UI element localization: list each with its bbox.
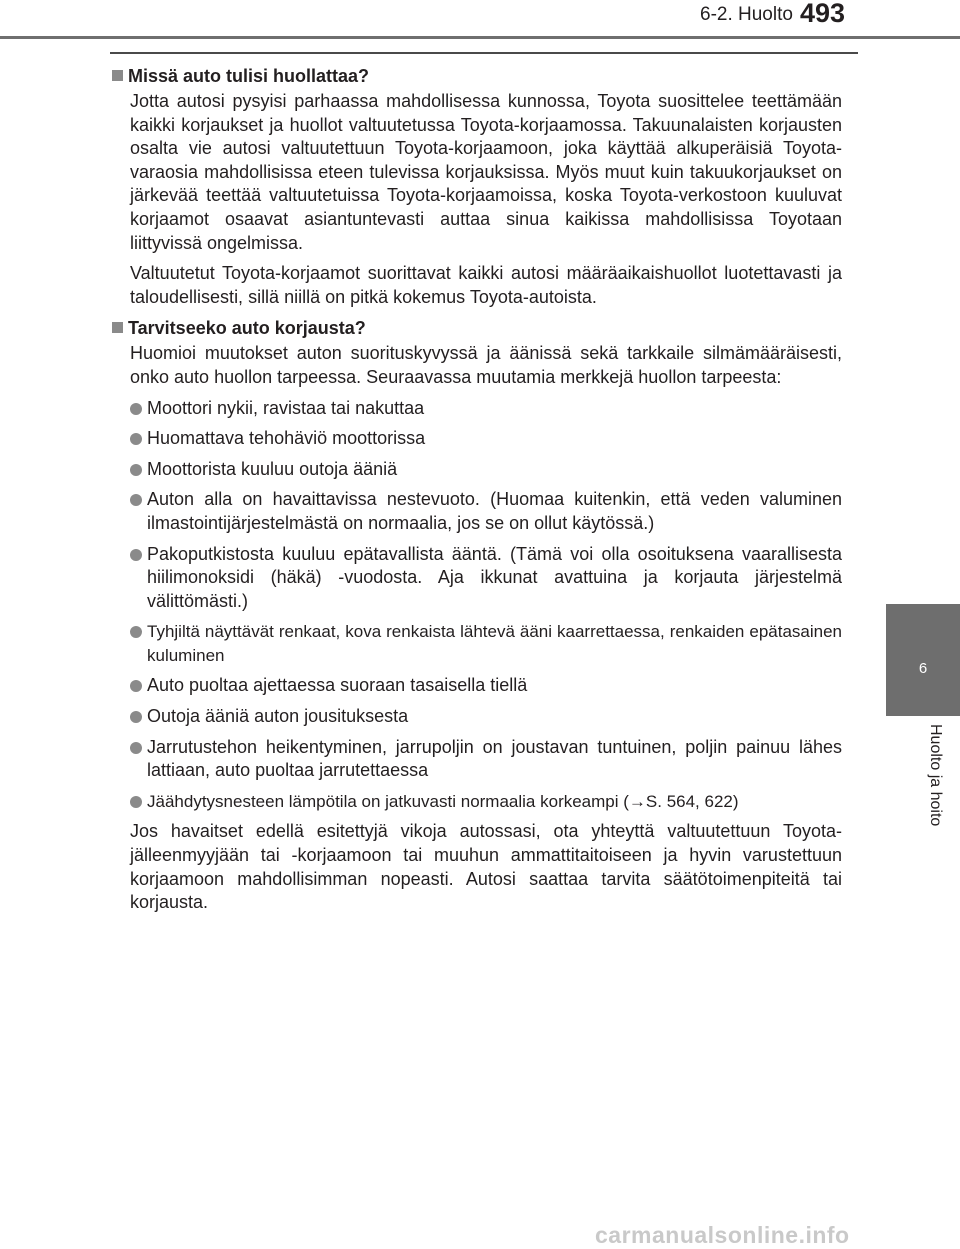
chapter-number: 6 bbox=[918, 660, 928, 677]
list-item bbox=[130, 790, 842, 814]
list-item bbox=[130, 488, 842, 535]
list-item-text: Pakoputkistosta kuuluu epätavallista ääntä. (Tämä voi olla osoituksena vaarallisesta hiilimonoksidi (häkä) -vuodosta. Aja ikkunat avattuina ja korjauta järjestelmä välittömästi.) bbox=[147, 543, 842, 611]
watermark: carmanualsonline.info bbox=[595, 1222, 850, 1248]
closing-paragraph: Jos havaitset edellä esitettyjä vikoja autossasi, ota yhteyttä valtuutettuun Toyota-jälleenmyyjään tai -korjaamoon tai muuhun ammattitaitoiseen ja hyvin varustettuun korjaamoon mahdollisimman nopeasti. Autosi saattaa tarvita säätötoimenpiteitä tai korjausta. bbox=[130, 821, 842, 913]
paragraph: Huomioi muutokset auton suorituskyvyssä ja äänissä sekä tarkkaile silmämääräisesti, onko auto huollon tarpeessa. Seuraavassa muutamia merkkejä huollon tarpeesta: bbox=[130, 343, 842, 387]
section-title: 6-2. Huolto bbox=[700, 4, 793, 25]
circle-bullet-icon bbox=[130, 549, 142, 561]
square-bullet-icon bbox=[112, 322, 123, 333]
list-item-text: Outoja ääniä auton jousituksesta bbox=[147, 706, 409, 727]
circle-bullet-icon bbox=[130, 403, 142, 415]
section-heading-text: Missä auto tulisi huollattaa? bbox=[128, 66, 370, 86]
circle-bullet-icon bbox=[130, 711, 142, 723]
list-item-text: Jarrutustehon heikentyminen, jarrupoljin on joustavan tuntuinen, poljin painuu lähes lattiaan, auto puoltaa jarrutettaessa bbox=[147, 736, 842, 781]
circle-bullet-icon bbox=[130, 626, 142, 638]
list-item-text: Huomattava tehohäviö moottorissa bbox=[147, 428, 426, 449]
chapter-label: Huolto ja hoito bbox=[927, 724, 944, 827]
circle-bullet-icon bbox=[130, 464, 142, 476]
section-heading-text: Tarvitseeko auto korjausta? bbox=[128, 318, 366, 339]
circle-bullet-icon bbox=[130, 742, 142, 754]
list-item bbox=[130, 736, 842, 783]
circle-bullet-icon bbox=[130, 494, 142, 506]
header-rule bbox=[0, 36, 960, 39]
circle-bullet-icon bbox=[130, 433, 142, 445]
list-item-text: Auto puoltaa ajettaessa suoraan tasaisella tiellä bbox=[147, 675, 528, 696]
page-number: 493 bbox=[800, 0, 846, 28]
circle-bullet-icon bbox=[130, 796, 142, 808]
paragraph: Jotta autosi pysyisi parhaassa mahdollisessa kunnossa, Toyota suosittelee teettämään kaikki korjaukset ja huollot valtuutetussa Toyota-korjaamossa. Takuunalaisten korjausten osalta vie autosi valtuutettuun Toyota-korjaamoon, joka käyttää alkuperäisiä Toyota-varaosia mahdollisissa eteen tulevissa korjauksissa. Myös muut kuin takuukorjaukset on järkevää teettää valtuutetuissa Toyota-korjaamoissa, koska Toyota-verkostoon kuuluvat korjaamot osaavat asiantuntevasti auttaa sinua kaikissa mahdollisissa Toyotaan liittyvissä ongelmissa. bbox=[130, 91, 842, 253]
main-content bbox=[112, 64, 842, 922]
list-item bbox=[130, 397, 842, 421]
chapter-label-area bbox=[886, 716, 960, 861]
list-item-text: Auton alla on havaittavissa nestevuoto. (Huomaa kuitenkin, että veden valuminen ilmastointijärjestelmästä on normaalia, jos se on ollut käytössä.) bbox=[147, 489, 842, 533]
square-bullet-icon bbox=[112, 70, 123, 81]
list-item bbox=[130, 620, 842, 667]
list-item-text: Tyhjiltä näyttävät renkaat, kova renkaista lähtevä ääni kaarrettaessa, renkaiden epätasainen kuluminen bbox=[147, 622, 842, 665]
list-item-text: Moottori nykii, ravistaa tai nakuttaa bbox=[147, 397, 425, 418]
circle-bullet-icon bbox=[130, 680, 142, 692]
list-item bbox=[130, 427, 842, 451]
list-item bbox=[130, 705, 842, 729]
chapter-tab bbox=[886, 604, 960, 716]
list-item bbox=[130, 543, 842, 614]
paragraph: Valtuutetut Toyota-korjaamot suorittavat kaikki autosi määräaikaishuollot luotettavasti ja taloudellisesti, sillä niillä on pitkä kokemus Toyota-autoista. bbox=[130, 263, 842, 307]
list-item-text: Jäähdytysnesteen lämpötila on jatkuvasti normaalia korkeampi (→S. 564, 622) bbox=[147, 791, 739, 811]
list-item bbox=[130, 458, 842, 482]
section-heading bbox=[112, 316, 842, 340]
section-heading bbox=[112, 64, 842, 88]
list-item-text: Moottorista kuuluu outoja ääniä bbox=[147, 458, 398, 479]
list-item bbox=[130, 674, 842, 698]
top-rule bbox=[110, 52, 858, 54]
